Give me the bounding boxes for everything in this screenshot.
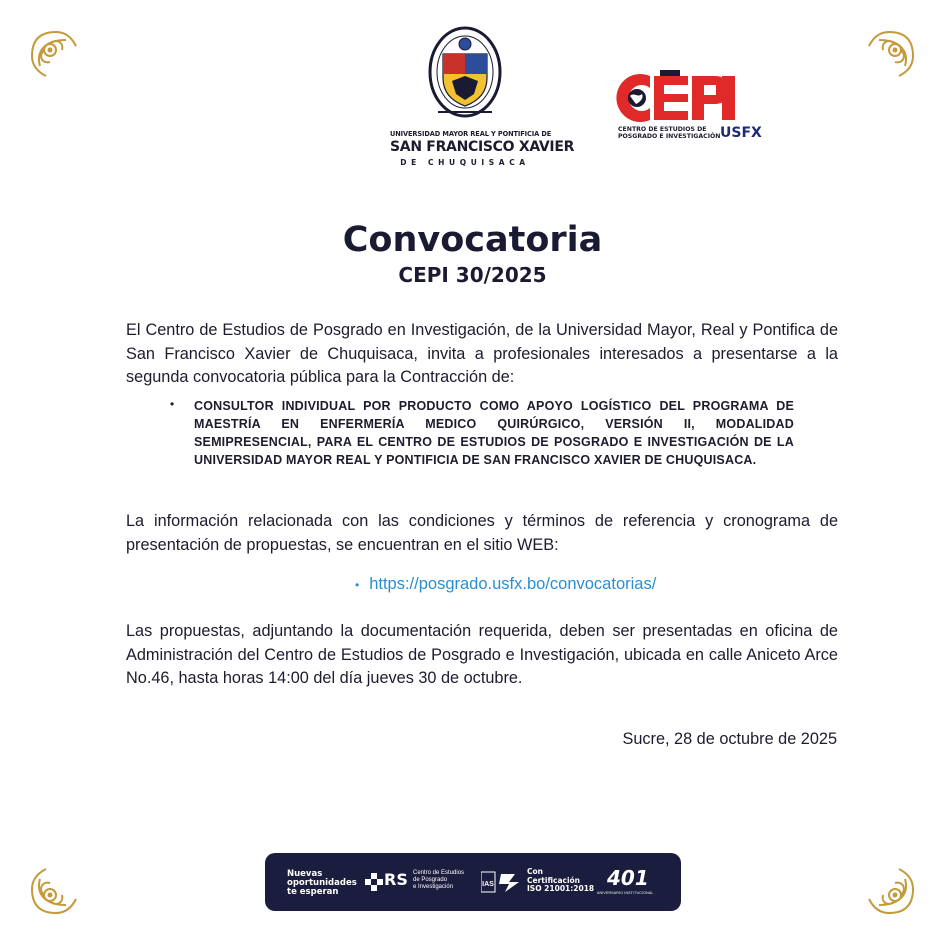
footer-rs-label: RS (384, 870, 408, 889)
footer-bar (265, 853, 681, 911)
footer-cert-line2: Certificación (527, 875, 581, 885)
ornament-top-left-icon (26, 26, 88, 88)
page-title: Convocatoria (342, 220, 603, 260)
date-line: Sucre, 28 de octubre de 2025 (622, 730, 837, 748)
intro-paragraph: El Centro de Estudios de Posgrado en Investigación, de la Universidad Mayor, Real y Pontifica de San Francisco Xavier de Chuquisaca, invita a profesionales interesados a presentarse a la segunda convocatoria pública para la Contracción de: (126, 321, 838, 386)
ias-logo-icon (481, 870, 525, 894)
page-subtitle: CEPI 30/2025 (398, 263, 547, 287)
bullet-dot-icon: • (170, 397, 175, 411)
link-row (355, 575, 656, 594)
university-logo-line1: UNIVERSIDAD MAYOR REAL Y PONTIFICIA DE (390, 130, 552, 138)
footer-certification (527, 868, 594, 894)
cepi-logo-sub-line1: CENTRO DE ESTUDIOS DE (618, 126, 707, 133)
university-logo-line3: DE CHUQUISACA (400, 158, 530, 167)
university-logo (390, 24, 575, 174)
footer-rs-sub2: de Posgrado (413, 877, 448, 883)
link-bullet-icon: • (355, 578, 360, 592)
footer-slogan-line1: Nuevas (287, 869, 323, 879)
website-link[interactable]: https://posgrado.usfx.bo/convocatorias/ (369, 575, 657, 593)
footer-anniversary-sub: ANIVERSARIO INSTITUCIONAL (597, 891, 654, 895)
globe-icon (628, 89, 646, 107)
footer-cert-line3: ISO 21001:2018 (527, 884, 595, 893)
ornament-bottom-right-icon (857, 857, 919, 919)
ornament-bottom-left-icon (26, 857, 88, 919)
footer-slogan (287, 870, 357, 897)
footer-ias-label: IAS (482, 881, 494, 888)
closing-paragraph: Las propuestas, adjuntando la documentación requerida, deben ser presentadas en oficina de Administración del Centro de Estudios de Posgrado e Investigación, ubicada en calle Aniceto Arce No.46, hasta horas 14:00 del día jueves 30 de octubre. (126, 622, 838, 687)
rs-logo-icon (365, 873, 383, 891)
footer-cert-line1: Con (527, 867, 543, 876)
cepi-logo-sub-line2: POSGRADO E INVESTIGACIÓN (618, 133, 721, 140)
bullet-text: CONSULTOR INDIVIDUAL POR PRODUCTO COMO APOYO LOGÍSTICO DEL PROGRAMA DE MAESTRÍA EN ENFERMERÍA MEDICO QUIRÚRGICO, VERSIÓN II, MODALIDAD SEMIPRESENCIAL, PARA EL CENTRO DE ESTUDIOS DE POSGRADO E INVESTIGACIÓN DE LA UNIVERSIDAD MAYOR REAL Y PONTIFICIA DE SAN FRANCISCO XAVIER DE CHUQUISACA. (194, 399, 794, 467)
cepi-logo (612, 68, 764, 148)
footer-rs-sub (413, 870, 464, 891)
university-crest-icon (428, 26, 502, 124)
cepi-logo-tag: USFX (720, 125, 762, 141)
footer-slogan-line2: oportunidades (287, 878, 357, 888)
footer-rs-sub3: e Investigación (413, 884, 454, 890)
footer-anniversary: 401 (607, 866, 649, 890)
footer-slogan-line3: te esperan (287, 887, 339, 897)
info-paragraph: La información relacionada con las condiciones y términos de referencia y cronograma de presentación de propuestas, se encuentran en el sitio WEB: (126, 512, 838, 554)
ornament-top-right-icon (857, 26, 919, 88)
university-logo-line2: SAN FRANCISCO XAVIER (390, 139, 575, 155)
footer-rs-sub1: Centro de Estudios (413, 870, 465, 876)
cepi-wordmark (616, 68, 766, 128)
